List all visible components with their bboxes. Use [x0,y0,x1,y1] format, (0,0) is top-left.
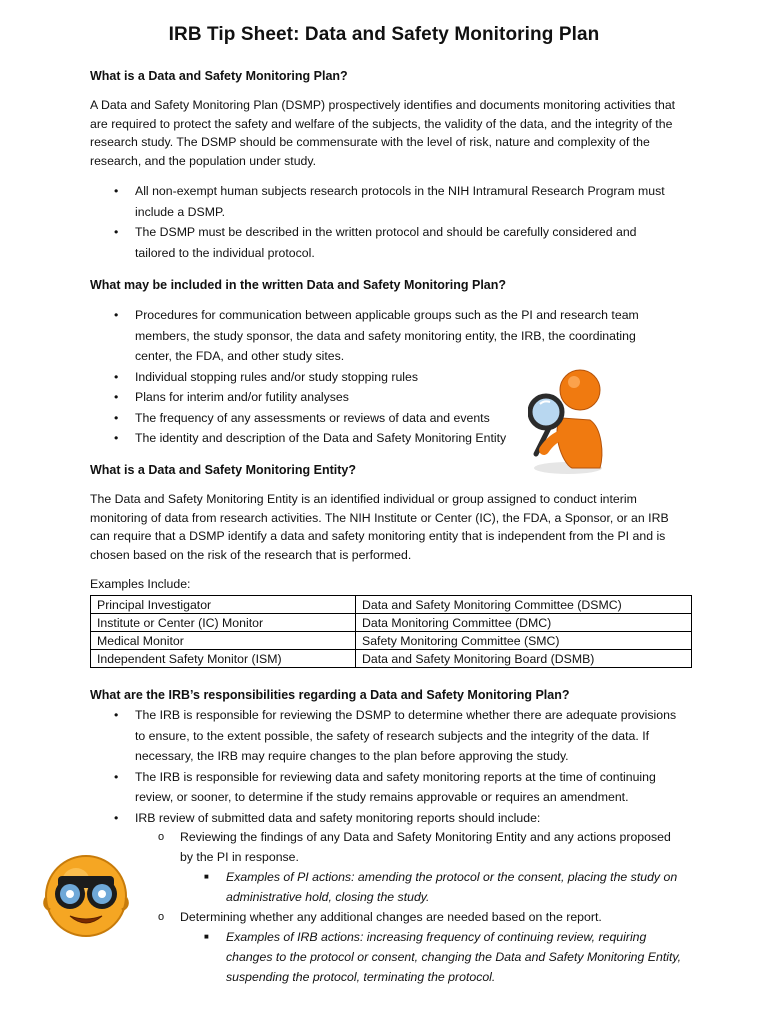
square-bullet-icon: ■ [204,932,209,941]
circle-bullet-icon: o [158,911,165,923]
section-heading-irb-responsibilities: What are the IRB’s responsibilities regarding a Data and Safety Monitoring Plan? [90,688,570,702]
sub-item-text: Determining whether any additional changes are needed based on the report. [180,910,602,924]
table-row [91,650,692,668]
list-item: • Procedures for communication between applicable groups such as the PI and research team members, the study sponsor, the data and safety monitoring entity, the IRB, the coordinating center, the FDA, and other study sites. [90,305,675,367]
sub-sub-list-item [90,927,685,987]
list-item: • The IRB is responsible for reviewing data and safety monitoring reports at the time of continuing review, or sooner, to determine if the study remains approvable or requires an amendment. [90,767,685,808]
paragraph-dsmp-definition [90,96,680,170]
table-cell: Principal Investigator [91,596,356,614]
table-cell: Data Monitoring Committee (DMC) [356,614,692,632]
list-item: • The identity and description of the Data and Safety Monitoring Entity [90,428,675,449]
list-item: • All non-exempt human subjects research protocols in the NIH Intramural Research Program must include a DSMP. [90,181,665,222]
paragraph-entity-definition [90,490,685,564]
bullet-list-irb-responsibilities [90,705,685,828]
bullet-list-dsmp-requirements [90,181,665,263]
section-heading-what-may-be-included: What may be included in the written Data and Safety Monitoring Plan? [90,278,507,292]
example-text: Examples of PI actions: amending the protocol or the consent, placing the study on administrative hold, closing the study. [226,870,678,904]
paragraph-text: A Data and Safety Monitoring Plan (DSMP) prospectively identifies and documents monitoring activities that are required to protect the safety and welfare of the subjects, the validity of the data, and the integrity of the research study. The DSMP should be commensurate with the level of risk, nature and complexity of the research, and the population under study. [90,98,676,168]
table-cell: Medical Monitor [91,632,356,650]
circle-bullet-icon: o [158,831,165,843]
list-item: • IRB review of submitted data and safety monitoring reports should include: [90,808,685,829]
example-text: Examples of IRB actions: increasing frequency of continuing review, requiring changes to the protocol or consent, changing the Data and Safety Monitoring Entity, suspending the protocol, terminating the protocol. [226,930,682,984]
sub-list-review-items [90,827,685,987]
table-row [91,596,692,614]
examples-table [90,595,692,668]
sub-list-item [90,907,685,927]
square-bullet-icon: ■ [204,872,209,881]
sub-list-item [90,827,685,867]
table-cell: Independent Safety Monitor (ISM) [91,650,356,668]
examples-label: Examples Include: [90,577,191,591]
list-item: • The frequency of any assessments or reviews of data and events [90,408,675,429]
table-cell: Safety Monitoring Committee (SMC) [356,632,692,650]
list-item: • The DSMP must be described in the written protocol and should be carefully considered and tailored to the individual protocol. [90,222,665,263]
section-heading-what-is-entity: What is a Data and Safety Monitoring Entity? [90,463,356,477]
list-item: • Individual stopping rules and/or study stopping rules [90,367,675,388]
binoculars-smiley-icon [40,850,132,938]
table-row [91,632,692,650]
list-item: • Plans for interim and/or futility analyses [90,387,675,408]
table-cell: Data and Safety Monitoring Committee (DSMC) [356,596,692,614]
table-cell: Institute or Center (IC) Monitor [91,614,356,632]
section-heading-what-is-dsmp: What is a Data and Safety Monitoring Plan? [90,69,348,83]
page-title: IRB Tip Sheet: Data and Safety Monitoring Plan [168,24,600,45]
magnifying-glass-figure-icon [528,364,606,476]
paragraph-text: The Data and Safety Monitoring Entity is an identified individual or group assigned to conduct interim monitoring of data from research activities. The NIH Institute or Center (IC), the FDA, a Sponsor, or an IRB can require that a DSMP identify a data and safety monitoring entity that is independent from the PI and is chosen based on the risk of the research that is performed. [90,492,669,562]
table-cell: Data and Safety Monitoring Board (DSMB) [356,650,692,668]
sub-item-text: Reviewing the findings of any Data and Safety Monitoring Entity and any actions proposed by the PI in response. [180,830,671,864]
table-row [91,614,692,632]
sub-sub-list-item [90,867,685,907]
list-item: • The IRB is responsible for reviewing the DSMP to determine whether there are adequate provisions to ensure, to the extent possible, the safety of research subjects and the integrity of the data. If necessary, the IRB may require changes to the plan before approving the study. [90,705,685,767]
